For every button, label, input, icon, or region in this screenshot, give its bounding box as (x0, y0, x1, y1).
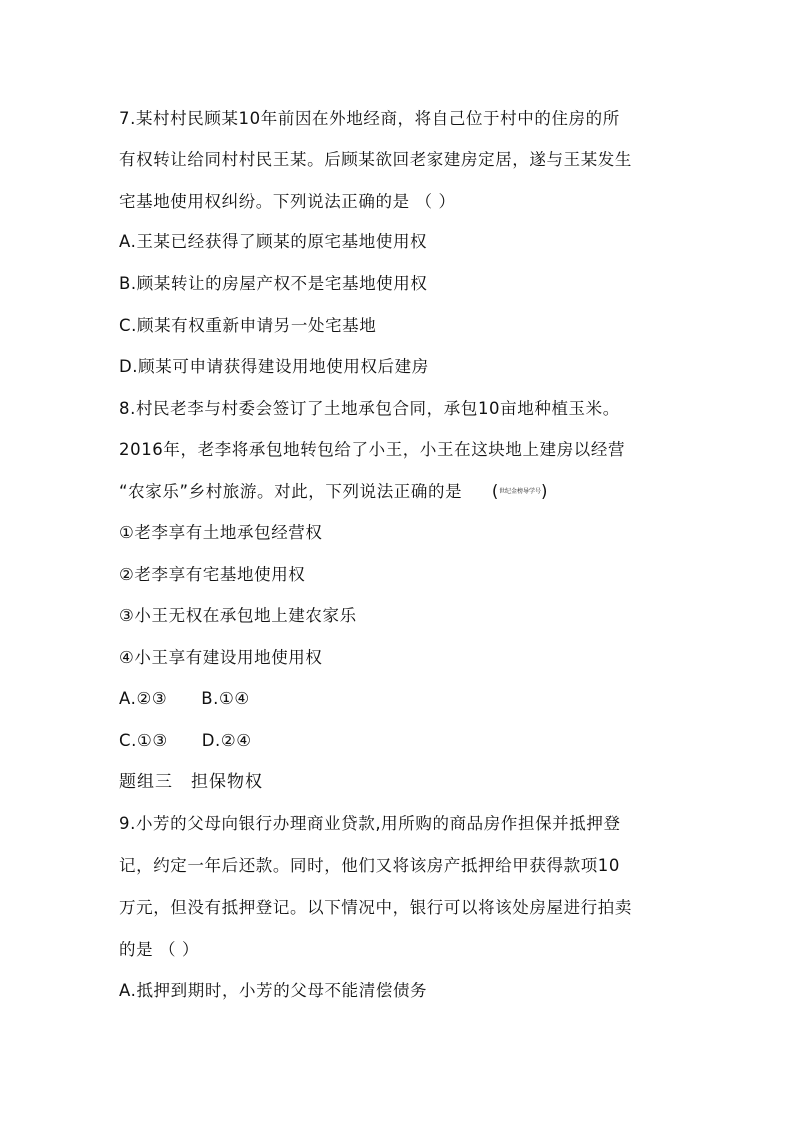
q8-options-row-2 (119, 731, 252, 751)
q9-stem-line-4: 的是 （ ） (119, 940, 200, 959)
q9-stem-line-2: 记，约定一年后还款。同时，他们又将该房产抵押给甲获得款项10 (119, 856, 620, 875)
q8-stem-line-2: 2016年，老李将承包地转包给了小王，小王在这块地上建房以经营 (119, 440, 626, 459)
q8-statement-2: ②老李享有宅基地使用权 (119, 565, 306, 584)
q7-option-d: D.顾某可申请获得建设用地使用权后建房 (119, 357, 429, 376)
q7-option-b: B.顾某转让的房屋产权不是宅基地使用权 (119, 274, 428, 293)
q8-stem-line-1: 8.村民老李与村委会签订了土地承包合同，承包10亩地种植玉米。 (119, 399, 620, 418)
q7-stem-line-3: 宅基地使用权纠纷。下列说法正确的是 （ ） (119, 192, 456, 211)
q7-option-c: C.顾某有权重新申请另一处宅基地 (119, 316, 377, 335)
q9-option-a: A.抵押到期时，小芳的父母不能清偿债务 (119, 981, 428, 1000)
q8-option-a: A.②③ (119, 689, 168, 708)
q7-stem-line-1: 7.某村村民顾某10年前因在外地经商，将自己位于村中的住房的所 (119, 109, 620, 128)
section-heading: 题组三 担保物权 (119, 772, 263, 792)
q8-source-note: 世纪金榜导学号 (498, 487, 541, 495)
q8-statement-3: ③小王无权在承包地上建农家乐 (119, 606, 357, 625)
q9-stem-line-1: 9.小芳的父母向银行办理商业贷款,用所购的商品房作担保并抵押登 (119, 814, 621, 833)
q8-stem-line-3 (119, 482, 548, 503)
q8-stem-line-3-text: “农家乐”乡村旅游。对此，下列说法正确的是 (119, 482, 463, 501)
q7-stem-line-2: 有权转让给同村村民王某。后顾某欲回老家建房定居，遂与王某发生 (119, 150, 632, 169)
q8-option-c: C.①③ (119, 731, 168, 750)
q8-statement-4: ④小王享有建设用地使用权 (119, 648, 323, 667)
q8-options-row-1 (119, 689, 250, 709)
q8-statement-1: ①老李享有土地承包经营权 (119, 523, 323, 542)
q8-answer-paren-open: ( (491, 482, 499, 501)
q9-stem-line-3: 万元，但没有抵押登记。以下情况中，银行可以将该处房屋进行拍卖 (119, 898, 632, 917)
q7-option-a: A.王某已经获得了顾某的原宅基地使用权 (119, 232, 428, 251)
q8-answer-paren-close: ) (540, 482, 549, 501)
q8-option-d: D.②④ (201, 731, 252, 750)
q8-option-b: B.①④ (201, 689, 250, 708)
